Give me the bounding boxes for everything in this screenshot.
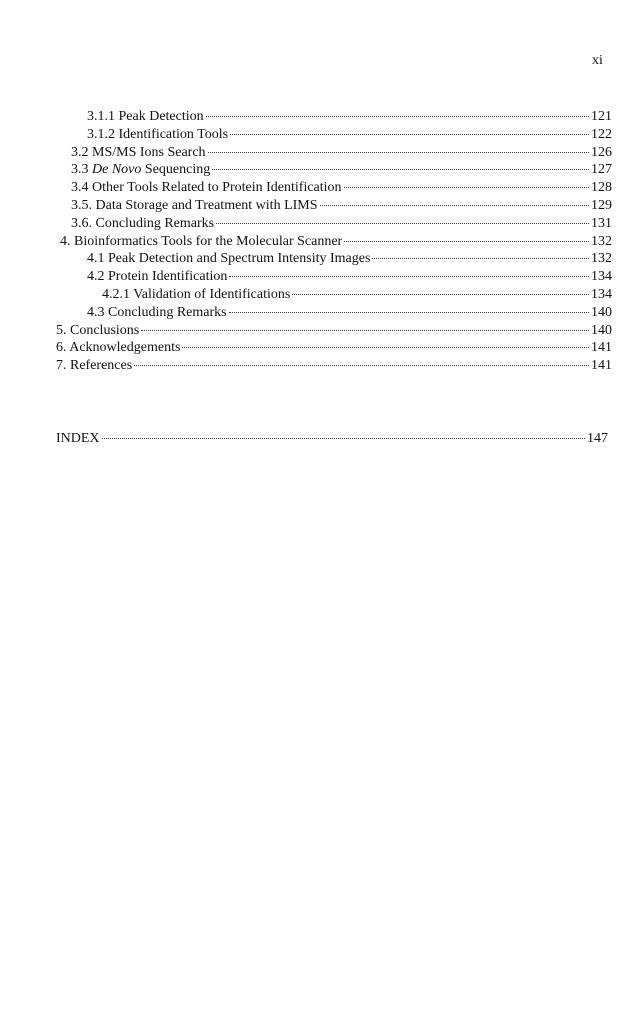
toc-dot-leader <box>320 201 589 206</box>
toc-entry <box>56 250 612 268</box>
table-of-contents <box>56 108 612 375</box>
toc-entry-page: 128 <box>591 180 612 196</box>
toc-entry <box>56 268 612 286</box>
toc-entry-title: 3.1.2 Identification Tools <box>87 126 229 142</box>
toc-entry-title: 3.6. Concluding Remarks <box>71 215 215 231</box>
toc-entry-page: 131 <box>591 215 612 231</box>
toc-entry <box>56 108 612 126</box>
toc-entry-page: 121 <box>591 109 612 124</box>
toc-dot-leader <box>372 254 589 259</box>
toc-entry-page: 132 <box>591 233 612 249</box>
toc-entry-title: 4.1 Peak Detection and Spectrum Intensity Images <box>87 251 371 267</box>
toc-dot-leader <box>344 183 589 188</box>
toc-dot-leader <box>229 272 589 277</box>
toc-title-prefix: 3.3 <box>71 162 92 178</box>
toc-dot-leader <box>292 290 589 295</box>
toc-entry <box>56 357 612 375</box>
toc-entry-page: 127 <box>591 162 612 178</box>
toc-entry-title: 3.5. Data Storage and Treatment with LIMS <box>71 197 318 213</box>
toc-entry-page: 129 <box>591 197 612 213</box>
toc-entry-page: 132 <box>591 251 612 267</box>
toc-entry-page: 141 <box>591 340 612 356</box>
toc-entry-page: 140 <box>591 322 612 338</box>
toc-dot-leader <box>141 326 589 331</box>
toc-dot-leader <box>206 112 589 117</box>
toc-index-entry <box>56 430 608 448</box>
toc-entry-title: 4.2.1 Validation of Identifications <box>102 286 291 302</box>
toc-entry-title: 4.2 Protein Identification <box>87 269 228 285</box>
toc-dot-leader <box>182 343 589 348</box>
toc-entry-title: 3.4 Other Tools Related to Protein Identification <box>71 180 342 196</box>
toc-dot-leader <box>212 165 589 170</box>
toc-entry <box>56 322 612 340</box>
toc-dot-leader <box>216 219 589 224</box>
toc-entry-title: 3.2 MS/MS Ions Search <box>71 144 206 160</box>
toc-dot-leader <box>208 148 589 153</box>
toc-dot-leader <box>229 308 589 313</box>
toc-entry-page: 134 <box>591 286 612 302</box>
toc-entry-title: 6. Acknowledgements <box>56 340 181 356</box>
page-number: xi <box>592 53 603 68</box>
toc-dot-leader <box>102 434 585 439</box>
toc-title-italic: De Novo <box>92 162 142 178</box>
toc-entry-title: 4.3 Concluding Remarks <box>87 304 227 320</box>
toc-entry-title: 3.1.1 Peak Detection <box>87 109 204 124</box>
toc-entry <box>56 179 612 197</box>
toc-entry-page: 122 <box>591 126 612 142</box>
toc-entry <box>56 215 612 233</box>
toc-dot-leader <box>344 237 589 242</box>
toc-entry-title <box>71 161 210 179</box>
toc-entry <box>56 144 612 162</box>
toc-entry <box>56 197 612 215</box>
toc-entry <box>56 126 612 144</box>
toc-entry <box>56 304 612 322</box>
toc-entry-page: 141 <box>591 358 612 374</box>
toc-entry <box>56 339 612 357</box>
toc-entry-title: 5. Conclusions <box>56 322 140 338</box>
toc-entry-title: 4. Bioinformatics Tools for the Molecular Scanner <box>60 233 343 249</box>
toc-entry <box>56 286 612 304</box>
toc-entry <box>56 161 612 179</box>
index-page: 147 <box>587 431 608 446</box>
toc-entry <box>56 233 612 251</box>
toc-title-suffix: Sequencing <box>141 162 211 178</box>
toc-dot-leader <box>134 361 589 366</box>
toc-entry-title: 7. References <box>56 358 133 374</box>
toc-entry-page: 134 <box>591 269 612 285</box>
index-title: INDEX <box>56 431 100 446</box>
toc-entry-page: 140 <box>591 304 612 320</box>
toc-dot-leader <box>230 130 589 135</box>
toc-entry-page: 126 <box>591 144 612 160</box>
